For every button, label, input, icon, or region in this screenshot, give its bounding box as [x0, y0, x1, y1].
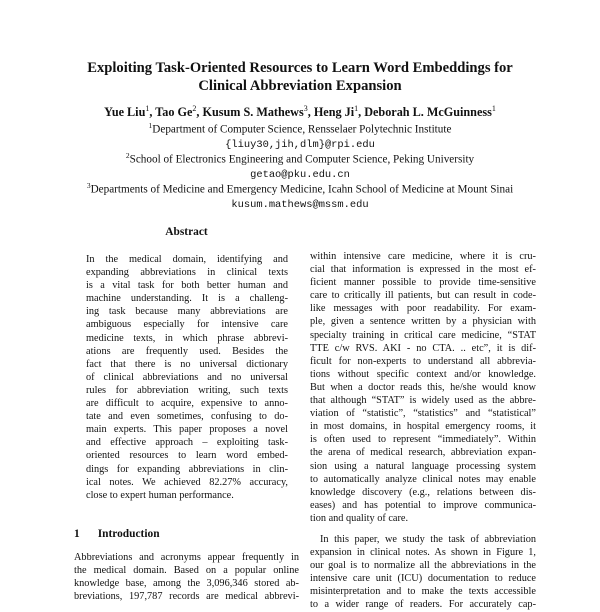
text-line: and effective approach – exploiting task- — [86, 437, 288, 449]
text-line: ple, given a sentence written by a physician with — [310, 316, 536, 328]
text-line: In this paper, we study the task of abbreviation — [320, 533, 536, 545]
text-line: In the medical domain, identifying and — [86, 254, 288, 265]
author-list: Yue Liu$^1$, Tao Ge$^2$, Kusum S. Mathews$^3$, Heng Ji$^1$, Deborah L. McGuinness$^1$ — [104, 104, 496, 120]
text-line: like messages with poor readability. For exam- — [310, 303, 536, 315]
text-line: care to critically ill patients, but can result in code- — [310, 290, 536, 302]
author-sup: 3 — [303, 104, 308, 113]
text-line: machine understanding. It is a challeng- — [86, 293, 288, 305]
text-line: TTE c/w RVS. AKI - no CTA. .. etc”, it is dif- — [310, 342, 536, 354]
text-line: But when a doctor reads this, he/she would know — [310, 381, 536, 393]
abstract-body — [86, 253, 288, 502]
text-line: rules for abbreviation writing, such texts — [86, 384, 288, 396]
text-line: knowledge discovery (e.g., relations between dis- — [310, 486, 536, 498]
affiliation-email: kusum.mathews@mssm.edu — [231, 198, 369, 211]
text-line: ambiguous especially for intensive care — [86, 319, 288, 331]
author: Deborah L. McGuinness — [364, 105, 492, 120]
affiliation-1: $^1$Department of Computer Science, Rensselaer Polytechnic Institute {liuy30,jih,dlm}@rpi.edu — [10, 118, 590, 153]
affiliation-2: $^2$School of Electronics Engineering and Computer Science, Peking University getao@pku.edu.cn — [10, 148, 590, 183]
text-line: of clinical abbreviations and no universal — [86, 371, 288, 383]
text-line: close to expert human performance. — [86, 489, 234, 501]
text-line: the medical domain. Based on a popular online — [74, 565, 299, 577]
affiliation-3: $^3$Departments of Medicine and Emergency Medicine, Icahn School of Medicine at Mount Sinai kusum.mathews@mssm.edu — [10, 178, 590, 213]
text-line: intensive care unit (ICU) documentation to reduce — [310, 573, 536, 585]
text-line: specialty training in critical care medicine, “STAT — [310, 329, 536, 341]
text-line: oriented resources to learn word embed- — [86, 450, 288, 462]
text-line: fact that there is no universal dictionary — [86, 358, 288, 370]
text-line: to a wider range of readers. For accurately cap- — [310, 599, 536, 611]
text-line: that although “STAT” is widely used as the abbre- — [310, 395, 536, 407]
text-line: tions without specific context and/or knowledge. — [310, 368, 536, 380]
text-line: ing task because many abbreviations are — [86, 306, 288, 318]
text-line: ficient manner possible to provide time-sensitive — [310, 277, 536, 289]
section-number: 1 — [74, 528, 80, 540]
author: Heng Ji — [313, 105, 355, 120]
title-line-2: Clinical Abbreviation Expansion — [198, 78, 402, 94]
text-line: is a vital task for both better human and — [86, 280, 288, 292]
title-line-1: Exploiting Task-Oriented Resources to Learn Word Embeddings for — [87, 60, 513, 76]
text-line: the arena of medical research, abbreviation expan- — [310, 447, 536, 459]
text-line: ical notes. We achieved 82.27% accuracy, — [86, 476, 288, 488]
text-line: misinterpretation and to make the texts accessible — [310, 586, 536, 598]
introduction-body — [74, 551, 299, 603]
text-line: sion using a natural language processing system — [310, 460, 536, 472]
text-line: expansion in clinical notes. As shown in Figure 1, — [310, 547, 536, 559]
text-line: breviations, 197,787 records are medical abbrevi- — [74, 591, 299, 603]
text-line: are difficult to acquire, expensive to anno- — [86, 398, 288, 410]
text-line: in most domains, in hospital emergency rooms, it — [310, 421, 536, 433]
author: Yue Liu — [104, 105, 146, 120]
text-line: cial that information is expressed in the most ef- — [310, 264, 536, 276]
section-heading-introduction — [74, 528, 160, 540]
text-line: is often used to represent “immediately”. Within — [310, 434, 536, 446]
text-line: knowledge base, among the 3,096,346 stored ab- — [74, 578, 299, 590]
text-line: tate and even sometimes, confusing to do- — [86, 411, 288, 423]
text-line: our goal is to normalize all the abbreviations in the — [310, 560, 536, 572]
text-line: ficult for non-experts to understand all abbrevia- — [310, 355, 536, 367]
abstract-heading: Abstract — [165, 226, 208, 238]
affiliation-email: getao@pku.edu.cn — [250, 168, 350, 181]
author-sup: 1 — [354, 104, 359, 113]
text-line: viation of “statistic”, “statistics” and “statistical” — [310, 408, 536, 420]
text-line: eases) and has potential to improve communica- — [310, 499, 536, 511]
text-line: medicine texts, in which phrase abbrevi- — [86, 332, 288, 344]
text-line: within intensive care medicine, where it is cru- — [310, 251, 536, 262]
author-sup: 1 — [145, 104, 150, 113]
text-line: expanding abbreviations in clinical texts — [86, 267, 288, 279]
author-sup: 2 — [192, 104, 197, 113]
paper-title — [40, 59, 560, 95]
author: Tao Ge — [155, 105, 193, 120]
right-column-body — [310, 250, 536, 612]
affiliation-email: {liuy30,jih,dlm}@rpi.edu — [225, 138, 375, 151]
text-line: ations are frequently used. Besides the — [86, 345, 288, 357]
text-line: tion and quality of care. — [310, 512, 409, 524]
text-line: dings for expanding abbreviations in clin- — [86, 463, 288, 475]
author-sup: 1 — [491, 104, 496, 113]
author: Kusum S. Mathews — [202, 105, 304, 120]
text-line: main experts. This paper proposes a novel — [86, 424, 288, 436]
text-line: to automatically analyze clinical notes may enable — [310, 473, 536, 485]
section-title: Introduction — [97, 528, 160, 540]
text-line: Abbreviations and acronyms appear frequently in — [74, 552, 299, 563]
